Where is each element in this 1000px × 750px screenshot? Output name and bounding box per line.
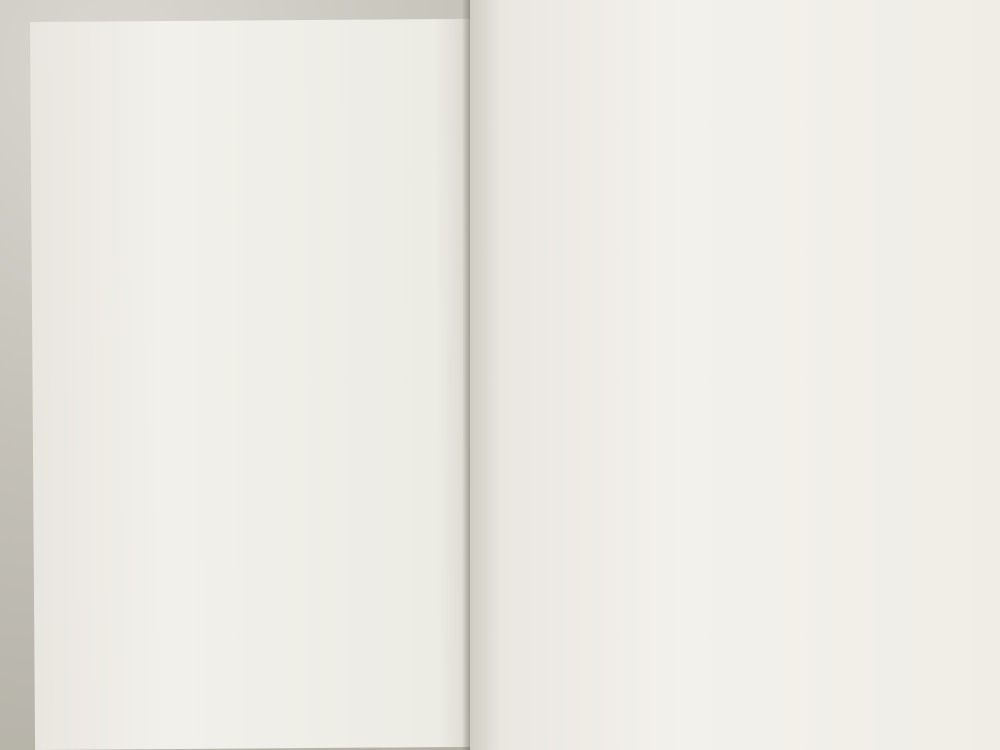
right-page <box>470 0 1000 750</box>
left-toc-list <box>70 49 450 56</box>
right-toc-list <box>540 2 930 18</box>
left-page <box>30 19 475 750</box>
